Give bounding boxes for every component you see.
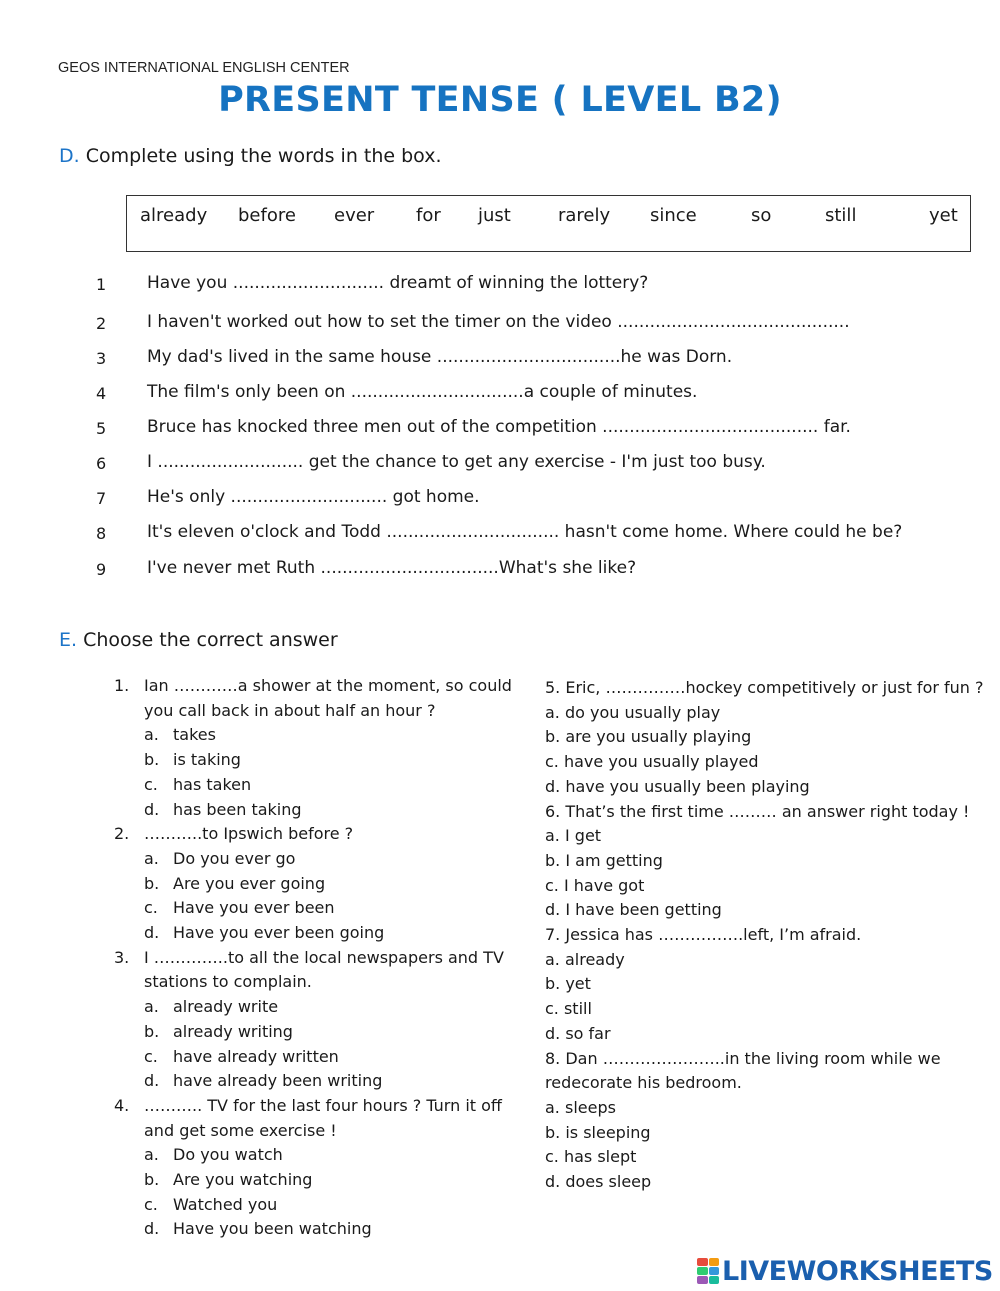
option-text: Do you watch: [173, 1145, 283, 1165]
section-e-letter: E.: [59, 629, 78, 651]
right-column-line: d. I have been getting: [545, 900, 722, 920]
item-number: 6: [96, 454, 107, 473]
right-column-line: a. I get: [545, 826, 602, 846]
option-text: is taking: [173, 750, 241, 770]
option-letter: c.: [144, 1046, 158, 1066]
option-text: Watched you: [173, 1194, 278, 1214]
right-column-line: c. I have got: [545, 875, 645, 895]
option-text: Do you ever go: [173, 848, 296, 868]
option-text: Are you watching: [173, 1170, 313, 1189]
option-text: Have you been watching: [173, 1219, 372, 1239]
item-sentence: Have you ............................ dreamt of winning the lottery?: [147, 273, 649, 293]
option-letter: c.: [144, 774, 158, 794]
item-sentence: Bruce has knocked three men out of the competition ........................................ far.: [147, 417, 851, 437]
item-sentence: My dad's lived in the same house ..................................he was Dorn.: [147, 347, 733, 367]
right-column-line: a. sleeps: [545, 1097, 616, 1117]
right-column-line: d. does sleep: [545, 1172, 652, 1191]
word-box-item: so: [751, 205, 772, 226]
item-number: 8: [96, 524, 107, 543]
option-letter: d.: [144, 1071, 160, 1091]
word-box-item: rarely: [558, 205, 611, 226]
option-text: have already written: [173, 1046, 339, 1066]
option-text: has taken: [173, 774, 252, 794]
item-sentence: I haven't worked out how to set the timer on the video ...........................................: [147, 312, 850, 332]
right-column-line: b. are you usually playing: [545, 727, 752, 747]
item-number: 4: [96, 384, 107, 403]
section-d-heading: [59, 145, 442, 167]
word-box-item: already: [140, 205, 208, 226]
option-text: Have you ever been: [173, 898, 335, 918]
right-column-line: 6. That’s the first time ……… an answer right today !: [545, 801, 970, 821]
question-text: stations to complain.: [144, 972, 312, 992]
liveworksheets-logo: [697, 1256, 993, 1286]
option-letter: c.: [144, 1194, 158, 1214]
question-text: Ian …………a shower at the moment, so could: [144, 676, 512, 695]
option-letter: a.: [144, 1145, 159, 1165]
option-letter: b.: [144, 873, 160, 893]
right-column-line: 7. Jessica has …………….left, I’m afraid.: [545, 925, 862, 944]
right-column-line: d. so far: [545, 1023, 611, 1043]
right-column-line: 8. Dan …………………..in the living room while we: [545, 1048, 941, 1068]
option-text: has been taking: [173, 799, 302, 819]
right-column-line: redecorate his bedroom.: [545, 1073, 742, 1093]
right-column-line: b. I am getting: [545, 850, 663, 870]
option-text: Are you ever going: [173, 873, 326, 893]
option-text: have already been writing: [173, 1071, 383, 1091]
option-text: takes: [173, 725, 216, 745]
right-column-line: a. do you usually play: [545, 702, 721, 722]
item-sentence: It's eleven o'clock and Todd ................................ hasn't come home. Where could he be?: [147, 522, 903, 542]
right-column-line: b. yet: [545, 974, 591, 994]
item-sentence: He's only ............................. got home.: [147, 487, 480, 507]
word-box-item: since: [650, 205, 697, 226]
section-d-instruction: Complete using the words in the box.: [79, 145, 442, 167]
word-box-item: yet: [929, 205, 958, 226]
option-letter: d.: [144, 923, 160, 942]
right-column-line: c. still: [545, 999, 592, 1019]
option-letter: a.: [144, 848, 159, 868]
option-letter: d.: [144, 799, 160, 819]
item-number: 3: [96, 349, 107, 368]
item-number: 2: [96, 314, 107, 333]
section-d-letter: D.: [59, 145, 80, 167]
section-e-instruction: Choose the correct answer: [77, 629, 338, 651]
option-letter: b.: [144, 1021, 160, 1041]
worksheet-title: PRESENT TENSE ( LEVEL B2): [218, 80, 782, 120]
logo-mark-icon: [697, 1258, 719, 1284]
right-column-line: a. already: [545, 949, 625, 969]
item-number: 5: [96, 419, 107, 438]
option-text: already write: [173, 997, 279, 1017]
option-letter: c.: [144, 898, 158, 918]
word-box-item: ever: [334, 205, 375, 226]
item-number: 9: [96, 560, 107, 579]
right-column-line: c. have you usually played: [545, 752, 759, 772]
right-column-line: b. is sleeping: [545, 1122, 651, 1142]
item-sentence: The film's only been on ................................a couple of minutes.: [147, 382, 698, 402]
question-number: 2.: [114, 824, 130, 844]
item-sentence: I've never met Ruth .................................What's she like?: [147, 558, 637, 578]
item-sentence: I ........................... get the chance to get any exercise - I'm just too busy.: [147, 452, 766, 472]
word-box-item: just: [478, 205, 511, 226]
option-letter: b.: [144, 750, 160, 770]
question-text: ……….. TV for the last four hours ? Turn it off: [144, 1095, 502, 1115]
word-box-item: before: [238, 205, 296, 226]
option-letter: d.: [144, 1219, 160, 1239]
question-number: 4.: [114, 1095, 130, 1115]
right-column-line: c. has slept: [545, 1147, 637, 1167]
question-text: and get some exercise !: [144, 1120, 337, 1140]
word-box-item: still: [825, 205, 857, 226]
center-name: GEOS INTERNATIONAL ENGLISH CENTER: [58, 60, 350, 76]
question-text: you call back in about half an hour ?: [144, 700, 436, 720]
question-number: 1.: [114, 676, 130, 695]
option-letter: b.: [144, 1170, 160, 1189]
item-number: 1: [96, 275, 107, 294]
question-text: ………..to Ipswich before ?: [144, 824, 354, 844]
option-letter: a.: [144, 997, 159, 1017]
right-column-line: d. have you usually been playing: [545, 776, 810, 796]
right-column-line: 5. Eric, ……………hockey competitively or just for fun ?: [545, 678, 984, 697]
word-box-item: for: [416, 205, 441, 226]
option-text: Have you ever been going: [173, 923, 385, 942]
logo-text: LIVEWORKSHEETS: [722, 1255, 993, 1287]
section-e-heading: [59, 629, 338, 651]
item-number: 7: [96, 489, 107, 508]
question-text: I …………..to all the local newspapers and TV: [144, 947, 504, 967]
option-letter: a.: [144, 725, 159, 745]
question-number: 3.: [114, 947, 130, 967]
option-text: already writing: [173, 1021, 293, 1041]
